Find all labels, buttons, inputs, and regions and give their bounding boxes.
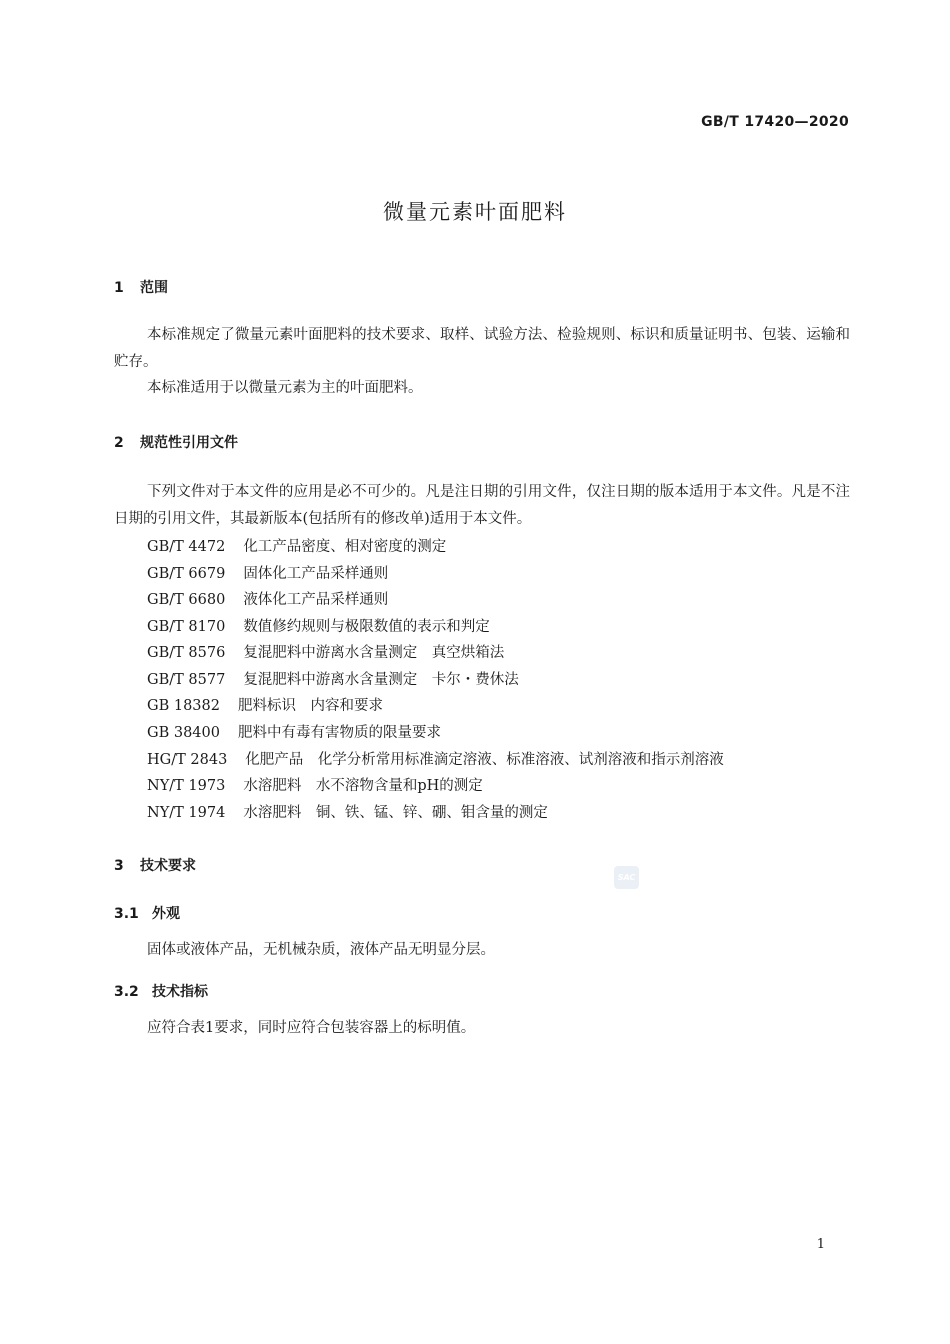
section-3-2-heading	[114, 981, 208, 1001]
section-title: 技术要求	[140, 858, 196, 874]
reference-title: 肥料标识 内容和要求	[237, 698, 383, 714]
reference-code: GB 18382	[147, 698, 220, 714]
reference-title: 水溶肥料 铜、铁、锰、锌、硼、钼含量的测定	[243, 805, 548, 821]
standard-number: GB/T 17420—2020	[701, 114, 849, 130]
reference-title: 肥料中有毒有害物质的限量要求	[237, 725, 441, 741]
reference-item	[147, 694, 383, 715]
sac-watermark-logo: SAC	[614, 866, 639, 889]
reference-code: GB/T 8577	[147, 672, 226, 688]
reference-title: 化肥产品 化学分析常用标准滴定溶液、标准溶液、试剂溶液和指示剂溶液	[245, 752, 724, 768]
section-number: 3.1	[114, 906, 139, 922]
reference-code: GB/T 8576	[147, 645, 226, 661]
page-number: 1	[816, 1237, 825, 1252]
reference-item	[147, 774, 483, 795]
section-2-heading	[114, 432, 238, 452]
document-title: 微量元素叶面肥料	[383, 200, 567, 224]
reference-code: GB/T 6680	[147, 592, 226, 608]
reference-code: HG/T 2843	[147, 752, 228, 768]
reference-item	[147, 641, 504, 662]
reference-title: 数值修约规则与极限数值的表示和判定	[243, 619, 490, 635]
section-title: 外观	[152, 906, 180, 922]
reference-item	[147, 748, 724, 769]
reference-title: 水溶肥料 水不溶物含量和pH的测定	[243, 778, 483, 794]
reference-title: 液体化工产品采样通则	[243, 592, 389, 608]
section-1-paragraph-1: 本标准规定了微量元素叶面肥料的技术要求、取样、试验方法、检验规则、标识和质量证明书、包装、运输和贮存。	[114, 327, 850, 370]
reference-code: NY/T 1973	[147, 778, 226, 794]
reference-item	[147, 588, 388, 609]
section-1-heading	[114, 277, 168, 297]
section-number: 3.2	[114, 984, 139, 1000]
reference-code: GB/T 6679	[147, 566, 226, 582]
reference-code: NY/T 1974	[147, 805, 226, 821]
reference-code: GB/T 8170	[147, 619, 226, 635]
section-number: 3	[114, 858, 124, 874]
reference-item	[147, 721, 441, 742]
section-3-1-paragraph: 固体或液体产品，无机械杂质，液体产品无明显分层。	[147, 942, 495, 958]
section-title: 技术指标	[152, 984, 208, 1000]
reference-code: GB 38400	[147, 725, 220, 741]
section-3-heading	[114, 855, 196, 875]
section-number: 1	[114, 280, 124, 296]
reference-item	[147, 668, 519, 689]
section-1-paragraph-2: 本标准适用于以微量元素为主的叶面肥料。	[147, 380, 423, 396]
section-3-1-heading	[114, 903, 180, 923]
reference-title: 固体化工产品采样通则	[243, 566, 389, 582]
section-title: 范围	[140, 280, 168, 296]
reference-title: 复混肥料中游离水含量测定 真空烘箱法	[243, 645, 505, 661]
reference-title: 复混肥料中游离水含量测定 卡尔・费休法	[243, 672, 519, 688]
reference-item	[147, 615, 490, 636]
reference-title: 化工产品密度、相对密度的测定	[243, 539, 447, 555]
section-number: 2	[114, 435, 124, 451]
reference-code: GB/T 4472	[147, 539, 226, 555]
section-2-paragraph-1: 下列文件对于本文件的应用是必不可少的。凡是注日期的引用文件，仅注日期的版本适用于本文件。凡是不注日期的引用文件，其最新版本(包括所有的修改单)适用于本文件。	[114, 484, 850, 527]
reference-item	[147, 535, 446, 556]
reference-item	[147, 562, 388, 583]
section-title: 规范性引用文件	[140, 435, 238, 451]
section-3-2-paragraph: 应符合表1要求，同时应符合包装容器上的标明值。	[147, 1020, 476, 1036]
reference-item	[147, 801, 548, 822]
